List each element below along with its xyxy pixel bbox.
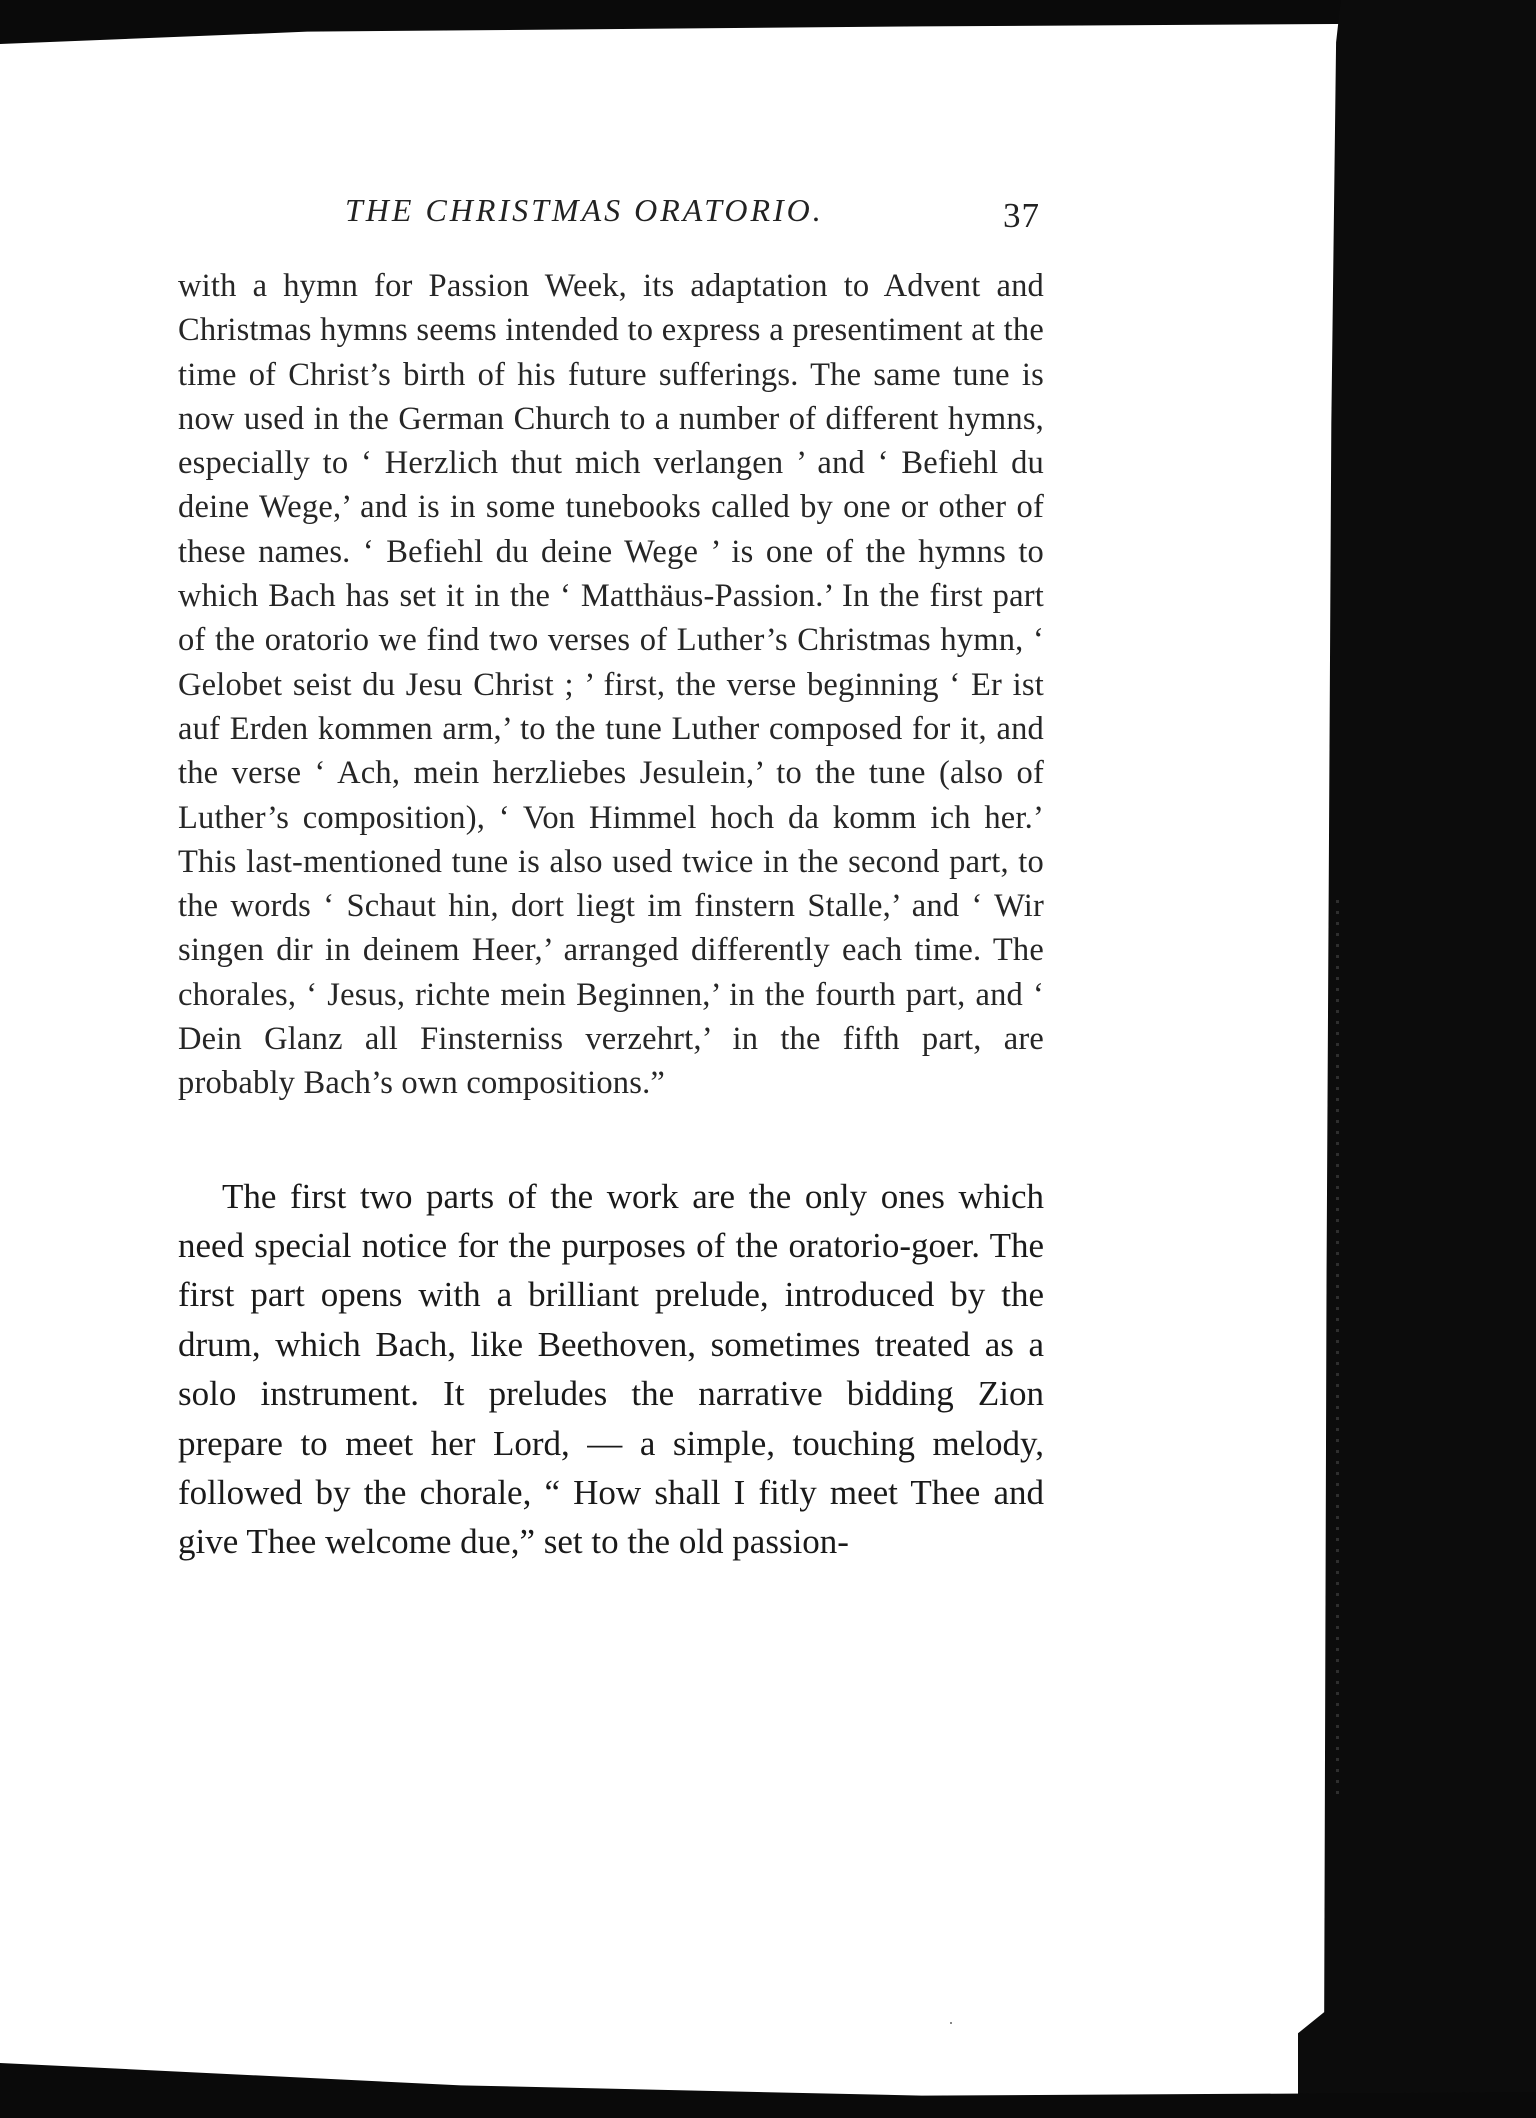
scan-border-noise — [1336, 900, 1339, 1800]
main-paragraph: The first two parts of the work are the only ones which need special notice for the purposes of the oratorio-goer. The first part opens with a brilliant prelude, introduced by the drum, which Bach, like Beethoven, sometimes treated as a solo instrument. It preludes the narrative bidding Zion prepare to meet her Lord, — a simple, touching melody, followed by the chorale, “ How shall I fitly meet Thee and give Thee welcome due,” set to the old passion- — [178, 1176, 1044, 1562]
dust-speck — [950, 2022, 952, 2024]
running-title: THE CHRISTMAS ORATORIO. — [345, 192, 824, 228]
scan-border-right — [1298, 0, 1536, 2118]
quoted-paragraph: with a hymn for Passion Week, its adaptation to Advent and Christmas hymns seems intended to express a presentiment at the time of Christ’s birth of his future sufferings. The same tune is now used in the German Church to a number of different hymns, especially to ‘ Herzlich thut mich verlangen ’ and ‘ Befiehl du deine Wege,’ and is in some tunebooks called by one or other of these names. ‘ Befiehl du deine Wege ’ is one of the hymns to which Bach has set it in the ‘ Matthäus-Passion.’ In the first part of the oratorio we find two verses of Luther’s Christmas hymn, ‘ Gelobet seist du Jesu Christ ; ’ first, the verse beginning ‘ Er ist auf Erden kommen arm,’ to the tune Luther composed for it, and the verse ‘ Ach, mein herzliebes Jesulein,’ to the tune (also of Luther’s composition), ‘ Von Himmel hoch da komm ich her.’ This last-mentioned tune is also used twice in the second part, to the words ‘ Schaut hin, dort liegt im finstern Stalle,’ and ‘ Wir singen dir in deinem Heer,’ arranged differently each time. The chorales, ‘ Jesus, richte mein Beginnen,’ in the fourth part, and ‘ Dein Glanz all Finsterniss verzehrt,’ in the fifth part, are probably Bach’s own compositions.” — [178, 268, 1044, 1102]
running-head — [178, 180, 1044, 240]
page-number: 37 — [1003, 196, 1040, 235]
scan-border-top — [0, 0, 1536, 44]
book-page — [178, 180, 1044, 1567]
